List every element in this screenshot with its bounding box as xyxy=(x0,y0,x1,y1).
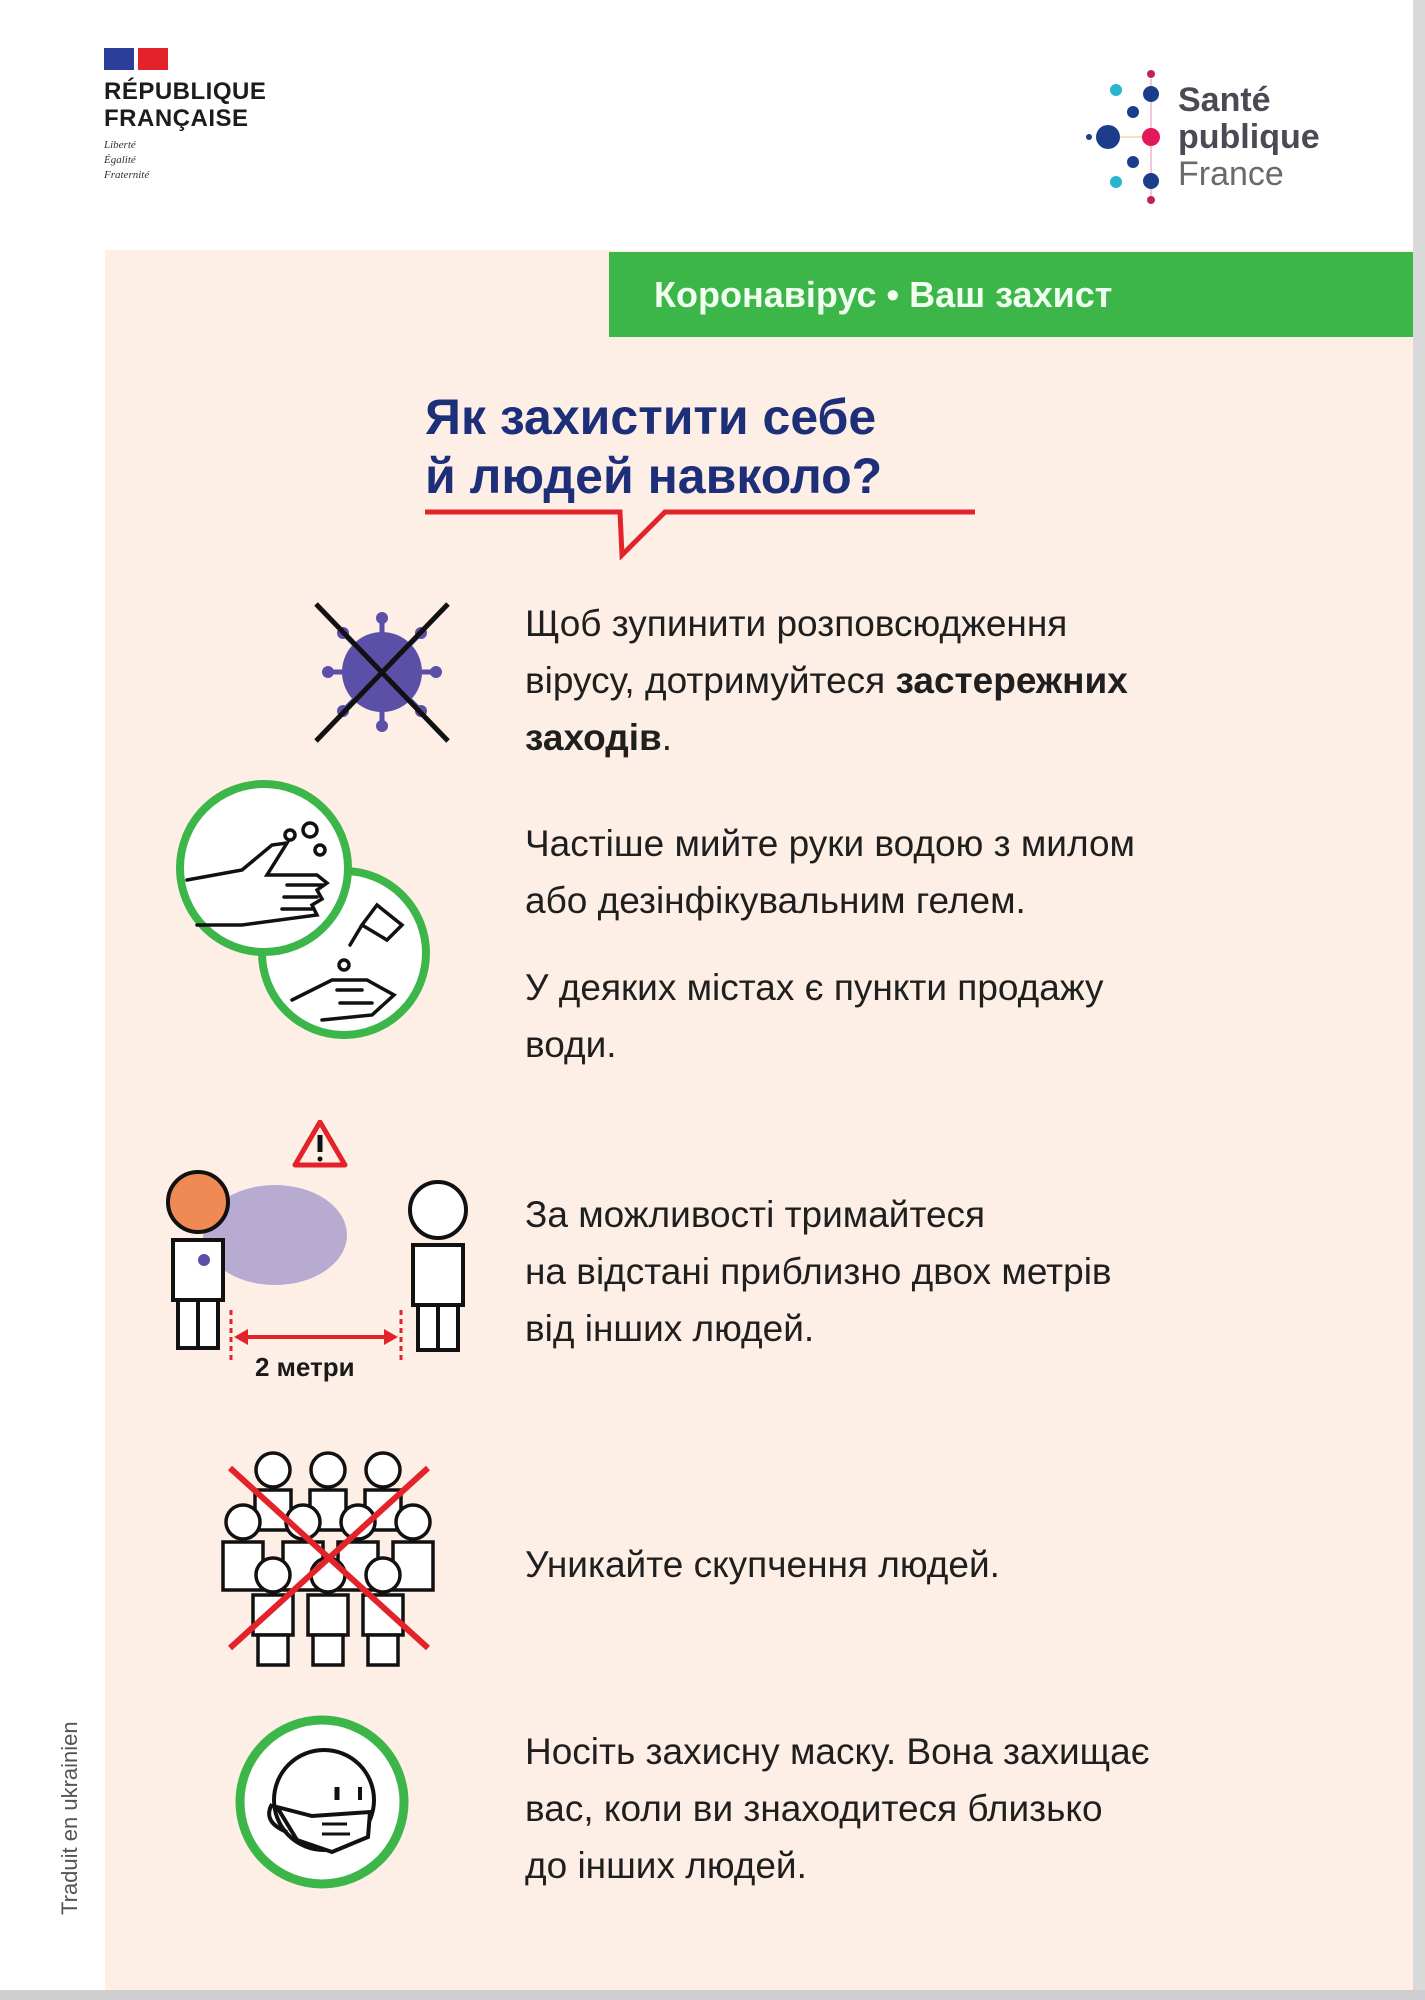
item-text-crowd: Уникайте скупчення людей. xyxy=(525,1544,1000,1585)
topic-banner xyxy=(609,252,1413,337)
social-distance-icon xyxy=(160,1120,480,1360)
logo-line-publique: publique xyxy=(1178,118,1320,156)
distance-label: 2 метри xyxy=(255,1352,355,1382)
molecule-dots-icon xyxy=(1078,64,1178,214)
banner-text: Коронавірус • Ваш захист xyxy=(654,274,1113,315)
page-edge xyxy=(0,1990,1425,2000)
face-mask-icon xyxy=(232,1712,412,1892)
translation-note: Traduit en ukrainien xyxy=(57,1721,82,1915)
sante-publique-france-logo xyxy=(1078,64,1338,214)
page-title xyxy=(425,388,882,506)
logo-motto: Liberté Égalité Fraternité xyxy=(104,139,150,181)
title-line-2: й людей навколо? xyxy=(425,448,883,504)
flag-icon xyxy=(104,48,266,70)
item-text-distance: За можливості тримайтеся на відстані приблизно двох метрів від інших людей. xyxy=(525,1194,1112,1349)
crowd-crossed-icon xyxy=(218,1450,443,1670)
logo-line-france: France xyxy=(1178,155,1284,193)
speech-underline-icon xyxy=(420,500,980,560)
logo-name-line1: RÉPUBLIQUE xyxy=(104,78,267,105)
logo-name-line2: FRANÇAISE xyxy=(104,105,249,132)
republique-francaise-logo xyxy=(104,48,266,183)
title-line-1: Як захистити себе xyxy=(425,389,877,445)
hand-washing-icon xyxy=(172,775,442,1050)
item-text-virus: Щоб зупинити розповсюдження вірусу, дотримуйтеся застережних заходів. xyxy=(525,603,1128,758)
logo-line-sante: Santé xyxy=(1178,81,1271,119)
item-text-mask: Носіть захисну маску. Вона захищає вас, коли ви знаходитеся близько до інших людей. xyxy=(525,1731,1150,1886)
item-text-handwashing: Частіше мийте руки водою з милом або дезінфікувальним гелем. У деяких містах є пункти продажу води. xyxy=(525,823,1135,1065)
virus-crossed-icon xyxy=(312,600,452,745)
page-edge xyxy=(1413,0,1425,2000)
